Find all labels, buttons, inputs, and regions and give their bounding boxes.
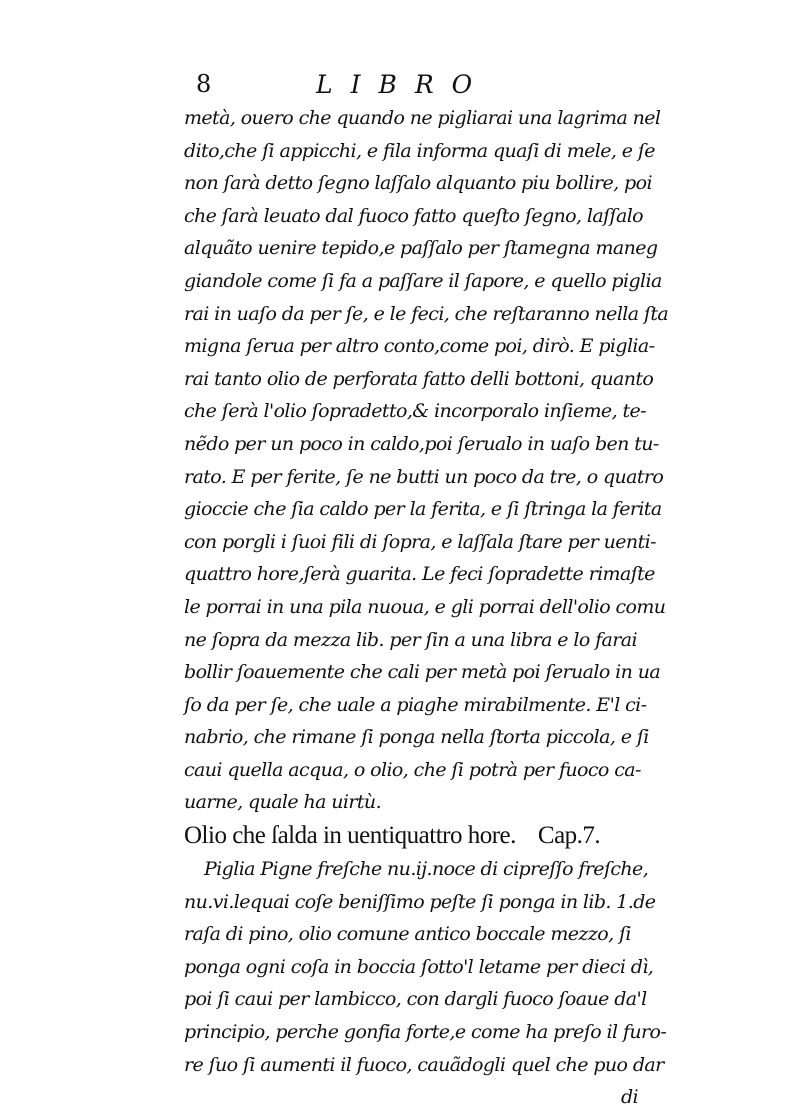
text-line: rato. E per ferite, ſe ne butti un poco da tre, o quatro bbox=[184, 465, 664, 488]
text-line: principio, perche gonfia forte,e come ha preſo il furo- bbox=[184, 1021, 667, 1044]
running-title: LIBRO bbox=[316, 70, 491, 99]
text-line: ne ſopra da mezza lib. per ſin a una libra e lo farai bbox=[184, 628, 637, 651]
text-line: rai in uaſo da per ſe, e le feci, che reſtaranno nella ſta bbox=[184, 302, 669, 325]
text-line: ſo da per ſe, che uale a piaghe mirabilmente. E'l ci- bbox=[184, 693, 647, 716]
text-line: migna ſerua per altro conto,come poi, dirò. E piglia- bbox=[184, 335, 655, 358]
text-line: Piglia Pigne freſche nu.ij.noce di cipreſſo freſche, bbox=[204, 858, 649, 881]
text-line: ponga ogni coſa in boccia ſotto'l letame per dieci dì, bbox=[184, 955, 654, 978]
text-line: bollir ſoauemente che cali per metà poi ſerualo in ua bbox=[184, 661, 661, 684]
catchword: di bbox=[620, 1086, 638, 1109]
chapter-number: Cap.7. bbox=[537, 822, 601, 850]
text-line: le porrai in una pila nuoua, e gli porrai dell'olio comu bbox=[184, 595, 666, 618]
body-text bbox=[184, 102, 669, 1114]
text-line: con porgli i ſuoi fili di ſopra, e laſſala ſtare per uenti- bbox=[184, 530, 656, 553]
page-number: 8 bbox=[196, 70, 212, 98]
text-line: che ſarà leuato dal fuoco fatto queſto ſegno, laſſalo bbox=[184, 204, 644, 227]
text-line: nẽdo per un poco in caldo,poi ſerualo in uaſo ben tu- bbox=[184, 432, 659, 455]
text-line: nu.vi.lequai coſe beniſſimo peſte ſi ponga in lib. 1.de bbox=[184, 890, 656, 913]
text-line: raſa di pino, olio comune antico boccale mezzo, ſi bbox=[184, 923, 631, 946]
chapter-title: Olio che ſalda in uentiquattro hore. bbox=[184, 822, 516, 850]
text-line: uarne, quale ha uirtù. bbox=[184, 791, 382, 814]
text-line: quattro hore,ſerà guarita. Le feci ſopradette rimaſte bbox=[184, 563, 655, 586]
text-line: gioccie che ſia caldo per la ferita, e ſi ſtringa la ferita bbox=[184, 498, 662, 521]
text-line: re ſuo ſi aumenti il fuoco, cauãdogli quel che puo dar bbox=[184, 1053, 664, 1076]
text-line: poi ſi caui per lambicco, con dargli fuoco ſoaue da'l bbox=[184, 988, 647, 1011]
chapter-heading bbox=[184, 819, 654, 853]
text-line: rai tanto olio de perforata fatto delli bottoni, quanto bbox=[184, 367, 654, 390]
text-line: che ſerà l'olio ſopradetto,& incorporalo inſieme, te- bbox=[184, 400, 646, 423]
text-line: alquãto uenire tepido,e paſſalo per ſtamegna maneg bbox=[184, 237, 658, 260]
text-line: nabrio, che rimane ſi ponga nella ſtorta piccola, e ſi bbox=[184, 726, 649, 749]
text-line: metà, ouero che quando ne pigliarai una lagrima nel bbox=[184, 107, 661, 129]
text-line: giandole come ſi fa a paſſare il ſapore, e quello piglia bbox=[184, 269, 662, 292]
text-line: dito,che ſi appicchi, e fila informa quaſi di mele, e ſe bbox=[184, 139, 655, 162]
page-header bbox=[196, 70, 666, 106]
text-line: caui quella acqua, o olio, che ſi potrà per fuoco ca- bbox=[184, 758, 641, 781]
text-line: non ſarà detto ſegno laſſalo alquanto piu bollire, poi bbox=[184, 172, 652, 195]
